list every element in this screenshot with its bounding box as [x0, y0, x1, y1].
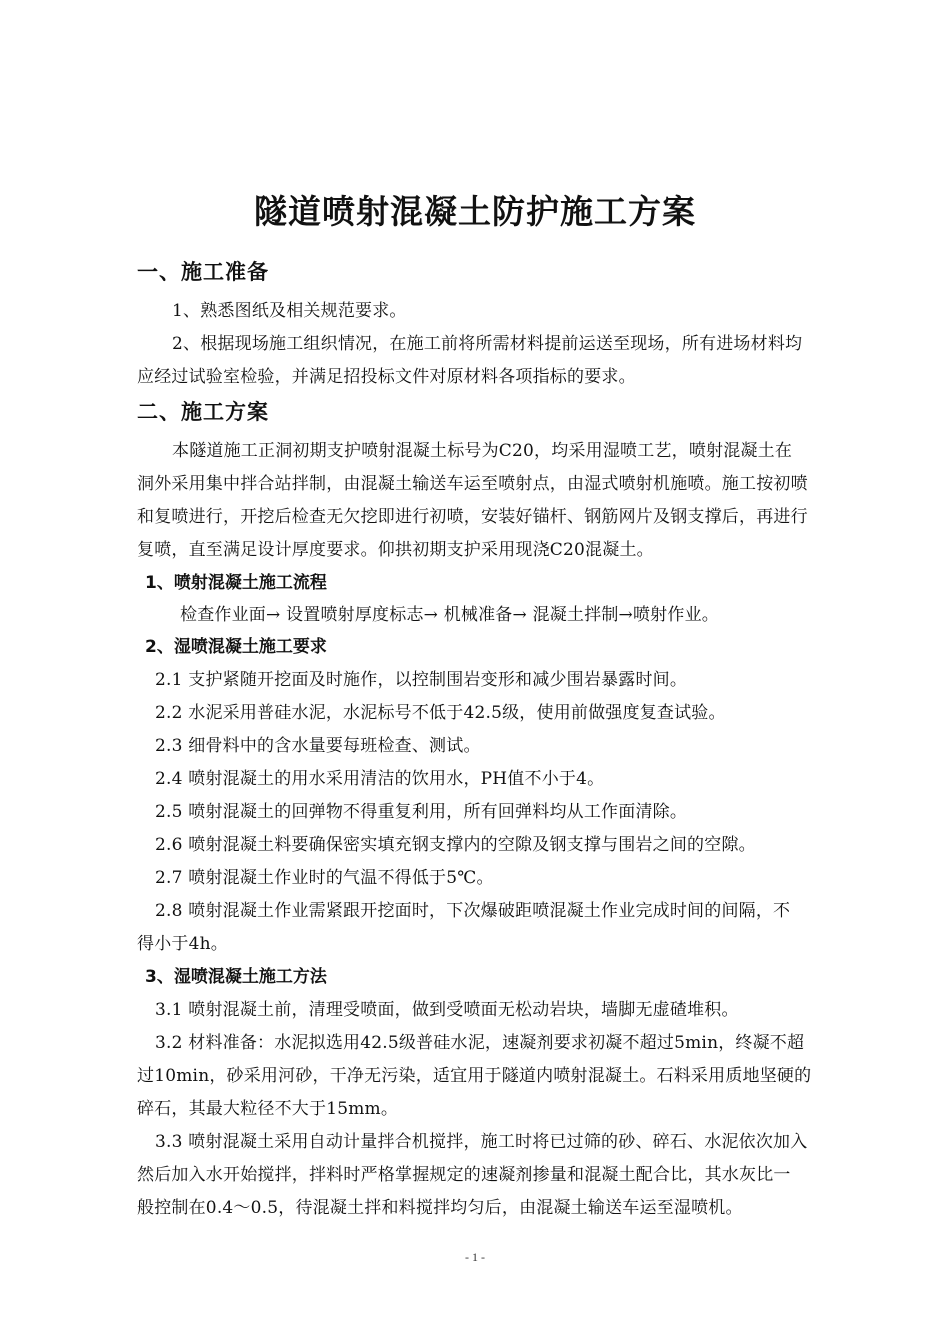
- list-item-continuation: 碎石，其最大粒径不大于15mm。: [137, 1099, 399, 1119]
- paragraph-line: 洞外采用集中拌合站拌制，由混凝土输送车运至喷射点，由湿式喷射机施喷。施工按初喷: [137, 474, 808, 494]
- subsection-heading-flow: 1、喷射混凝土施工流程: [145, 573, 327, 593]
- paragraph-line: 和复喷进行，开挖后检查无欠挖即进行初喷，安装好锚杆、钢筋网片及钢支撑后，再进行: [137, 507, 808, 527]
- list-item: 3.3 喷射混凝土采用自动计量拌合机搅拌，施工时将已过筛的砂、碎石、水泥依次加入: [155, 1132, 808, 1152]
- section-heading-preparation: 一、施工准备: [137, 260, 269, 284]
- subsection-heading-method: 3、湿喷混凝土施工方法: [145, 967, 327, 987]
- list-item: 3.2 材料准备：水泥拟选用42.5级普硅水泥，速凝剂要求初凝不超过5min，终凝不超: [155, 1033, 805, 1053]
- list-item: 2.8 喷射混凝土作业需紧跟开挖面时，下次爆破距喷混凝土作业完成时间的间隔，不: [155, 901, 791, 921]
- list-item-continuation: 得小于4h。: [137, 934, 228, 954]
- list-item: 3.1 喷射混凝土前，清理受喷面，做到受喷面无松动岩块，墙脚无虚碴堆积。: [155, 1000, 739, 1020]
- process-flow: 检查作业面→ 设置喷射厚度标志→ 机械准备→ 混凝土拌制→喷射作业。: [180, 605, 719, 625]
- list-item: 2.6 喷射混凝土料要确保密实填充钢支撑内的空隙及钢支撑与围岩之间的空隙。: [155, 835, 756, 855]
- page-number: - 1 -: [465, 1250, 485, 1264]
- list-item: 2.7 喷射混凝土作业时的气温不得低于5℃。: [155, 868, 494, 888]
- paragraph-line: 复喷，直至满足设计厚度要求。仰拱初期支护采用现浇C20混凝土。: [137, 540, 654, 560]
- list-item: 2.3 细骨料中的含水量要每班检查、测试。: [155, 736, 481, 756]
- list-item-continuation: 过10min，砂采用河砂，干净无污染，适宜用于隧道内喷射混凝土。石料采用质地坚硬的: [137, 1066, 812, 1086]
- list-item: 2.5 喷射混凝土的回弹物不得重复利用，所有回弹料均从工作面清除。: [155, 802, 688, 822]
- paragraph-line: 本隧道施工正洞初期支护喷射混凝土标号为C20，均采用湿喷工艺，喷射混凝土在: [172, 441, 793, 461]
- paragraph-line: 1、熟悉图纸及相关规范要求。: [172, 301, 407, 321]
- list-item-continuation: 般控制在0.4～0.5，待混凝土拌和料搅拌均匀后，由混凝土输送车运至湿喷机。: [137, 1198, 743, 1218]
- paragraph-line: 2、根据现场施工组织情况，在施工前将所需材料提前运送至现场，所有进场材料均: [172, 334, 803, 354]
- list-item: 2.2 水泥采用普硅水泥，水泥标号不低于42.5级，使用前做强度复查试验。: [155, 703, 726, 723]
- page-title: 隧道喷射混凝土防护施工方案: [254, 192, 696, 231]
- list-item: 2.1 支护紧随开挖面及时施作，以控制围岩变形和减少围岩暴露时间。: [155, 670, 688, 690]
- subsection-heading-requirements: 2、湿喷混凝土施工要求: [145, 637, 327, 657]
- paragraph-line: 应经过试验室检验，并满足招投标文件对原材料各项指标的要求。: [137, 367, 636, 387]
- list-item: 2.4 喷射混凝土的用水采用清洁的饮用水，PH值不小于4。: [155, 769, 605, 789]
- list-item-continuation: 然后加入水开始搅拌，拌料时严格掌握规定的速凝剂掺量和混凝土配合比，其水灰比一: [137, 1165, 791, 1185]
- section-heading-plan: 二、施工方案: [137, 400, 269, 424]
